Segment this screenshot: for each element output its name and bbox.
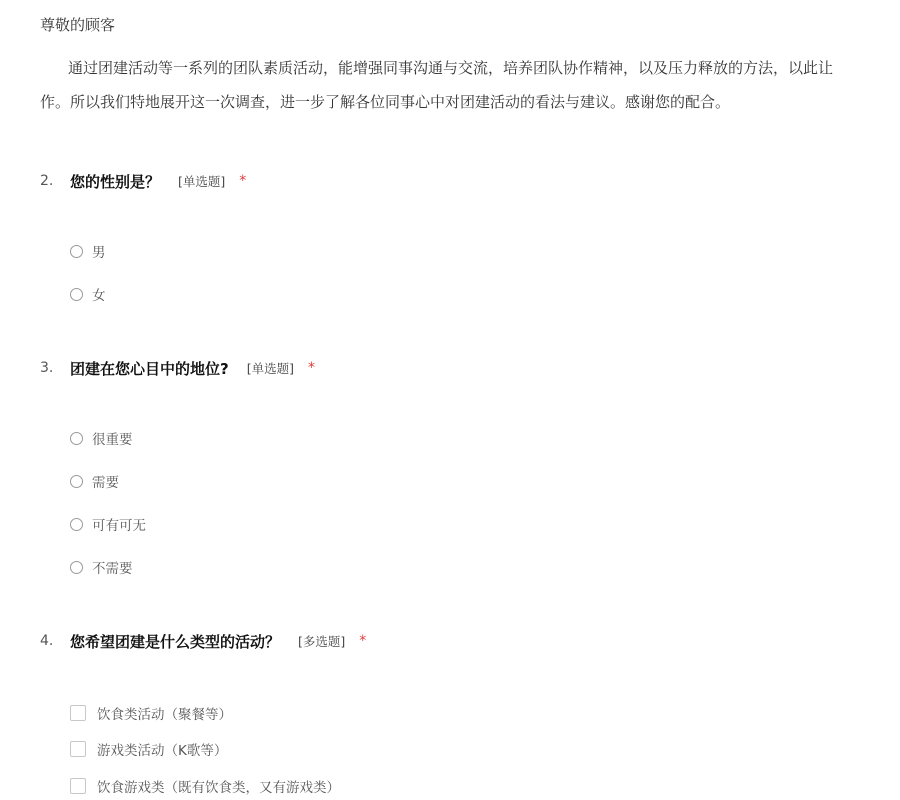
- option-label: 饮食类活动（聚餐等）: [97, 707, 232, 723]
- checkbox-icon[interactable]: [70, 741, 86, 757]
- question-number: 3.: [40, 360, 54, 376]
- question-number: 2.: [40, 173, 54, 189]
- option-label: 饮食游戏类（既有饮食类，又有游戏类）: [97, 780, 340, 796]
- question-type-tag: [多选题]: [298, 634, 346, 649]
- required-asterisk: *: [239, 173, 247, 189]
- option-needed[interactable]: [70, 470, 119, 492]
- question-activity-type: [40, 629, 366, 653]
- option-female[interactable]: [70, 283, 106, 305]
- option-label: 可有可无: [92, 518, 146, 534]
- intro-line-1: 通过团建活动等一系列的团队素质活动，能增强同事沟通与交流，培养团队协作精神，以及压力释放的方法，以此让: [68, 59, 834, 77]
- radio-button-icon[interactable]: [70, 518, 83, 531]
- option-very-important[interactable]: [70, 427, 133, 449]
- option-label: 男: [92, 245, 106, 261]
- radio-button-icon[interactable]: [70, 475, 83, 488]
- question-gender: [40, 169, 246, 193]
- radio-button-icon[interactable]: [70, 561, 83, 574]
- option-label: 很重要: [92, 432, 133, 448]
- radio-button-icon[interactable]: [70, 288, 83, 301]
- radio-button-icon[interactable]: [70, 245, 83, 258]
- required-asterisk: *: [359, 633, 367, 649]
- option-food-and-game[interactable]: [70, 775, 340, 797]
- question-title: 您希望团建是什么类型的活动？: [70, 632, 281, 651]
- checkbox-icon[interactable]: [70, 778, 86, 794]
- question-teambuilding-importance: [40, 356, 315, 380]
- option-male[interactable]: [70, 240, 106, 262]
- option-label: 不需要: [92, 561, 133, 577]
- checkbox-icon[interactable]: [70, 705, 86, 721]
- greeting: 尊敬的顾客: [40, 16, 116, 34]
- question-number: 4.: [40, 633, 54, 649]
- option-label: 需要: [92, 475, 119, 491]
- option-optional[interactable]: [70, 513, 146, 535]
- option-not-needed[interactable]: [70, 556, 133, 578]
- option-game-activity[interactable]: [70, 738, 227, 760]
- required-asterisk: *: [307, 360, 315, 376]
- option-food-activity[interactable]: [70, 702, 232, 724]
- option-label: 游戏类活动（K歌等）: [97, 743, 228, 759]
- question-title: 您的性别是？: [70, 172, 161, 191]
- radio-button-icon[interactable]: [70, 432, 83, 445]
- survey-intro: [40, 51, 900, 119]
- intro-line-2: 作。所以我们特地展开这一次调查，进一步了解各位同事心中对团建活动的看法与建议。感谢您的配合。: [40, 93, 731, 111]
- question-type-tag: [单选题]: [178, 174, 226, 189]
- option-label: 女: [92, 288, 106, 304]
- question-title: 团建在您心目中的地位?: [70, 359, 229, 378]
- question-type-tag: [单选题]: [246, 361, 294, 376]
